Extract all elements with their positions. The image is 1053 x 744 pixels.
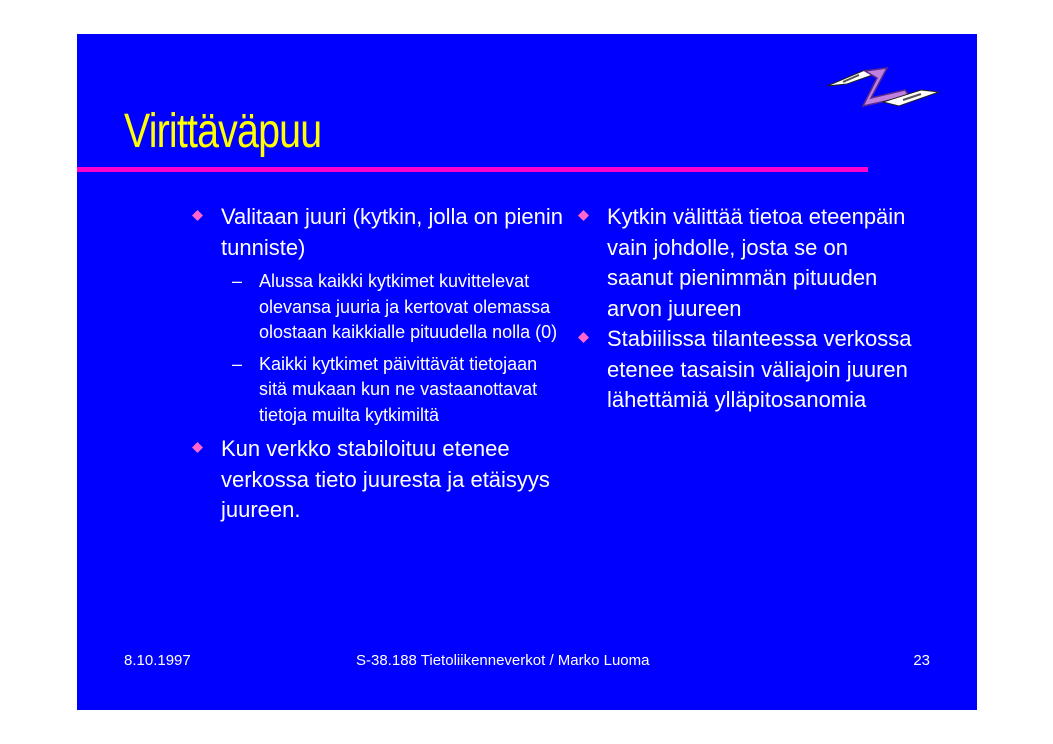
bullet-item xyxy=(189,202,569,263)
sub-bullet-text: Alussa kaikki kytkimet kuvittelevat olevansa juuria ja kertovat olemassa olostaan kaikkialle pituudella nolla (0) xyxy=(259,271,558,342)
footer-date: 8.10.1997 xyxy=(124,652,191,669)
zigzag-logo-icon xyxy=(825,62,941,112)
dash-bullet-icon: – xyxy=(232,271,243,291)
bullet-item xyxy=(575,202,915,324)
bullet-item xyxy=(189,434,569,526)
sub-bullet-item xyxy=(189,269,569,346)
slide xyxy=(77,34,977,710)
bullet-text: Kun verkko stabiloituu etenee verkossa tieto juuresta ja etäisyys juureen. xyxy=(221,436,550,522)
bullet-text: Valitaan juuri (kytkin, jolla on pienin tunniste) xyxy=(221,204,563,260)
left-column xyxy=(189,202,569,526)
diamond-bullet-icon xyxy=(192,210,203,221)
sub-bullet-item xyxy=(189,352,569,429)
title-divider xyxy=(77,167,868,172)
diamond-bullet-icon xyxy=(578,210,589,221)
dash-bullet-icon: – xyxy=(232,353,243,374)
footer-course: S-38.188 Tietoliikenneverkot / Marko Luoma xyxy=(356,652,650,669)
bullet-item xyxy=(575,324,915,416)
sub-bullet-text: Kaikki kytkimet päivittävät tietojaan sitä mukaan kun ne vastaanottavat tietoja muilta kytkimiltä xyxy=(259,353,538,425)
slide-title: Virittäväpuu xyxy=(124,105,322,158)
diamond-bullet-icon xyxy=(578,332,589,343)
bullet-text: Stabiilissa tilanteessa verkossa etenee tasaisin väliajoin juuren lähettämiä ylläpitosanomia xyxy=(607,326,912,412)
bullet-text: Kytkin välittää tietoa eteenpäin vain johdolle, josta se on saanut pienimmän pituuden arvon juureen xyxy=(607,204,906,321)
right-column xyxy=(575,202,915,416)
diamond-bullet-icon xyxy=(192,442,203,453)
footer-page-number: 23 xyxy=(913,652,930,669)
